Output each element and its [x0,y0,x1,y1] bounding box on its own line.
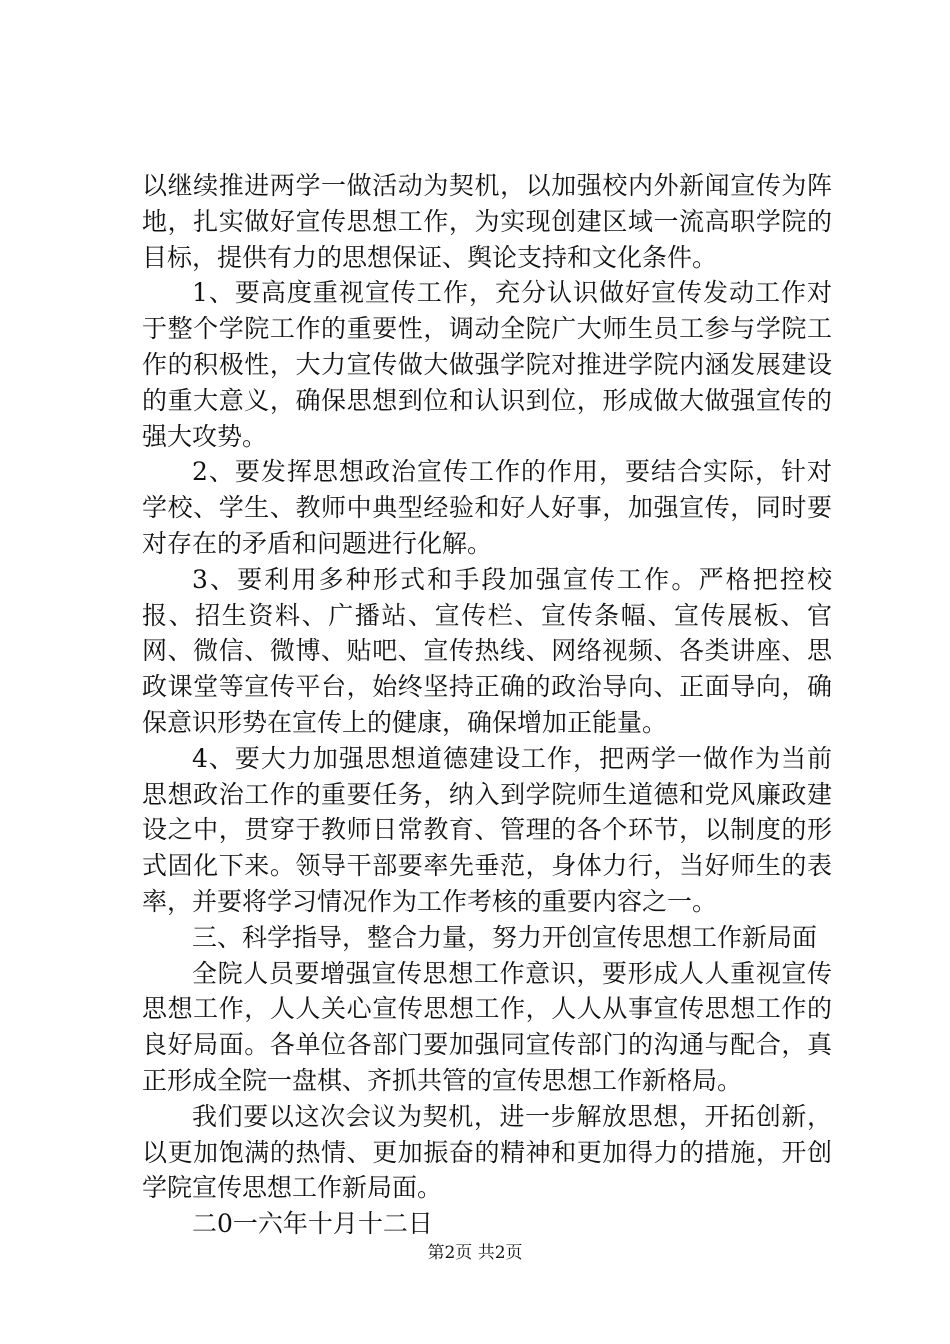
paragraph-item-1: 1、要高度重视宣传工作，充分认识做好宣传发动工作对于整个学院工作的重要性，调动全院广大师生员工参与学院工作的积极性，大力宣传做大做强学院对推进学院内涵发展建设的重大意义，确保思想到位和认识到位，形成做大做强宣传的强大攻势。 [142,278,832,451]
document-body [142,168,832,1242]
page-footer: 第2页 共2页 [427,1243,523,1263]
section-heading-3: 三、科学指导，整合力量，努力开创宣传思想工作新局面 [192,922,818,952]
paragraph-item-3: 3、要利用多种形式和手段加强宣传工作。严格把控校报、招生资料、广播站、宣传栏、宣传条幅、宣传展板、官网、微信、微博、贴吧、宣传热线、网络视频、各类讲座、思政课堂等宣传平台，始终坚持正确的政治导向、正面导向，确保意识形势在宣传上的健康，确保增加正能量。 [142,564,832,737]
paragraph-section-3-body: 全院人员要增强宣传思想工作意识，要形成人人重视宣传思想工作，人人关心宣传思想工作，人人从事宣传思想工作的良好局面。各单位各部门要加强同宣传部门的沟通与配合，真正形成全院一盘棋、齐抓共管的宣传思想工作新格局。 [142,958,832,1095]
paragraph-intro: 以继续推进两学一做活动为契机，以加强校内外新闻宣传为阵地，扎实做好宣传思想工作，为实现创建区域一流高职学院的目标，提供有力的思想保证、舆论支持和文化条件。 [142,171,832,272]
paragraph-item-4: 4、要大力加强思想道德建设工作，把两学一做作为当前思想政治工作的重要任务，纳入到学院师生道德和党风廉政建设之中，贯穿于教师日常教育、管理的各个环节，以制度的形式固化下来。领导干部要率先垂范，身体力行，当好师生的表率，并要将学习情况作为工作考核的重要内容之一。 [142,743,832,916]
paragraph-closing: 我们要以这次会议为契机，进一步解放思想，开拓创新，以更加饱满的热情、更加振奋的精神和更加得力的措施，开创学院宣传思想工作新局面。 [142,1101,832,1203]
document-date: 二0一六年十月十二日 [192,1209,433,1239]
paragraph-item-2: 2、要发挥思想政治宣传工作的作用，要结合实际，针对学校、学生、教师中典型经验和好人好事，加强宣传，同时要对存在的矛盾和问题进行化解。 [142,457,832,558]
